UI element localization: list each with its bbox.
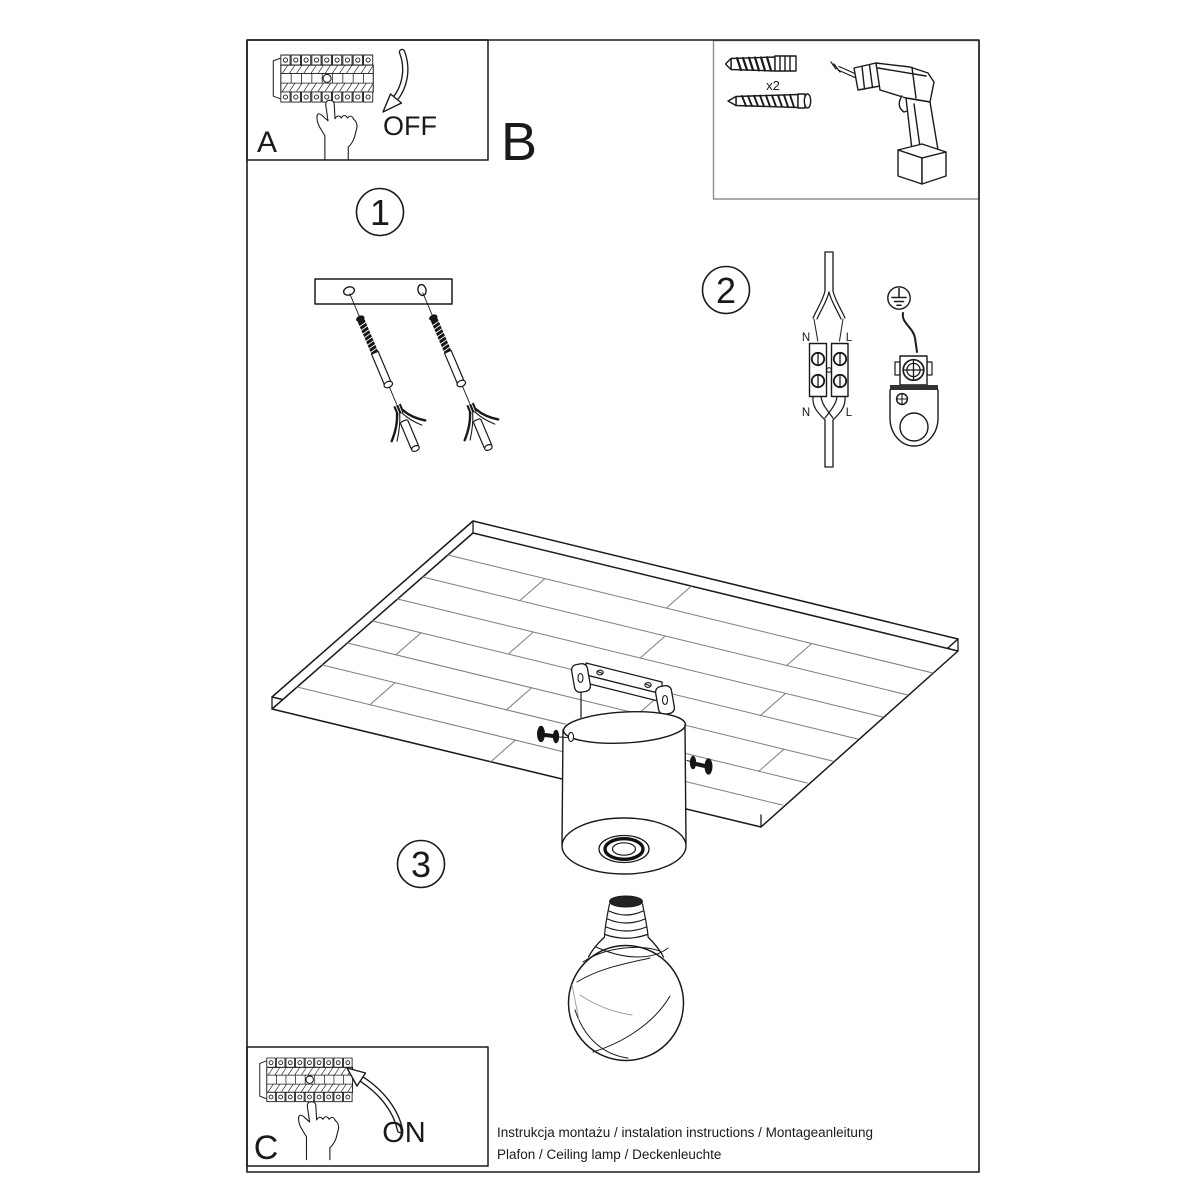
- step-2: [703, 252, 939, 467]
- wire-label-l-top: L: [845, 332, 853, 344]
- footer-line-2: Plafon / Ceiling lamp / Deckenleuchte: [497, 1147, 722, 1162]
- pointing-hand-icon: [299, 1102, 339, 1160]
- wall-anchor-icon: [726, 56, 797, 71]
- panel-c: [247, 1047, 488, 1167]
- ground-terminal-bracket: [890, 356, 938, 446]
- screw-and-anchor-left: [332, 286, 435, 458]
- power-cable-and-terminal-block: [802, 252, 853, 467]
- footer-title-block: [497, 1125, 873, 1162]
- step-2-number: 2: [715, 270, 737, 311]
- panel-a: [247, 40, 488, 160]
- wire-label-n-bottom: N: [801, 407, 811, 419]
- light-bulb: [569, 896, 684, 1061]
- wire-label-n-top: N: [801, 332, 811, 344]
- panel-a-label: A: [256, 126, 278, 159]
- footer-line-1: Instrukcja montażu / instalation instructions / Montageanleitung: [497, 1125, 873, 1140]
- mounting-screw-icon: [728, 94, 811, 108]
- step-1-number: 1: [369, 192, 391, 233]
- ground-symbol-icon: [888, 287, 910, 309]
- step-3: [272, 521, 958, 1061]
- circuit-breaker-icon: [260, 1058, 353, 1102]
- lamp-body: [562, 709, 686, 874]
- anchor-quantity-label: x2: [766, 78, 780, 93]
- screw-and-anchor-right: [405, 285, 508, 457]
- step-3-number: 3: [410, 844, 432, 885]
- mounting-plate: [315, 279, 452, 304]
- step-1: [315, 189, 508, 459]
- off-label: OFF: [383, 111, 437, 141]
- panel-b-parts-box: [714, 41, 980, 200]
- section-b-label: B: [501, 112, 538, 172]
- pointing-hand-icon: [317, 100, 357, 159]
- circuit-breaker-icon: [273, 55, 373, 102]
- ground-wire: [903, 313, 917, 352]
- curved-arrow-down-icon: [383, 52, 405, 112]
- on-label: ON: [382, 1117, 426, 1149]
- cordless-drill-icon: [831, 62, 946, 184]
- panel-c-label: C: [253, 1129, 279, 1167]
- wire-label-l-bottom: L: [845, 407, 853, 419]
